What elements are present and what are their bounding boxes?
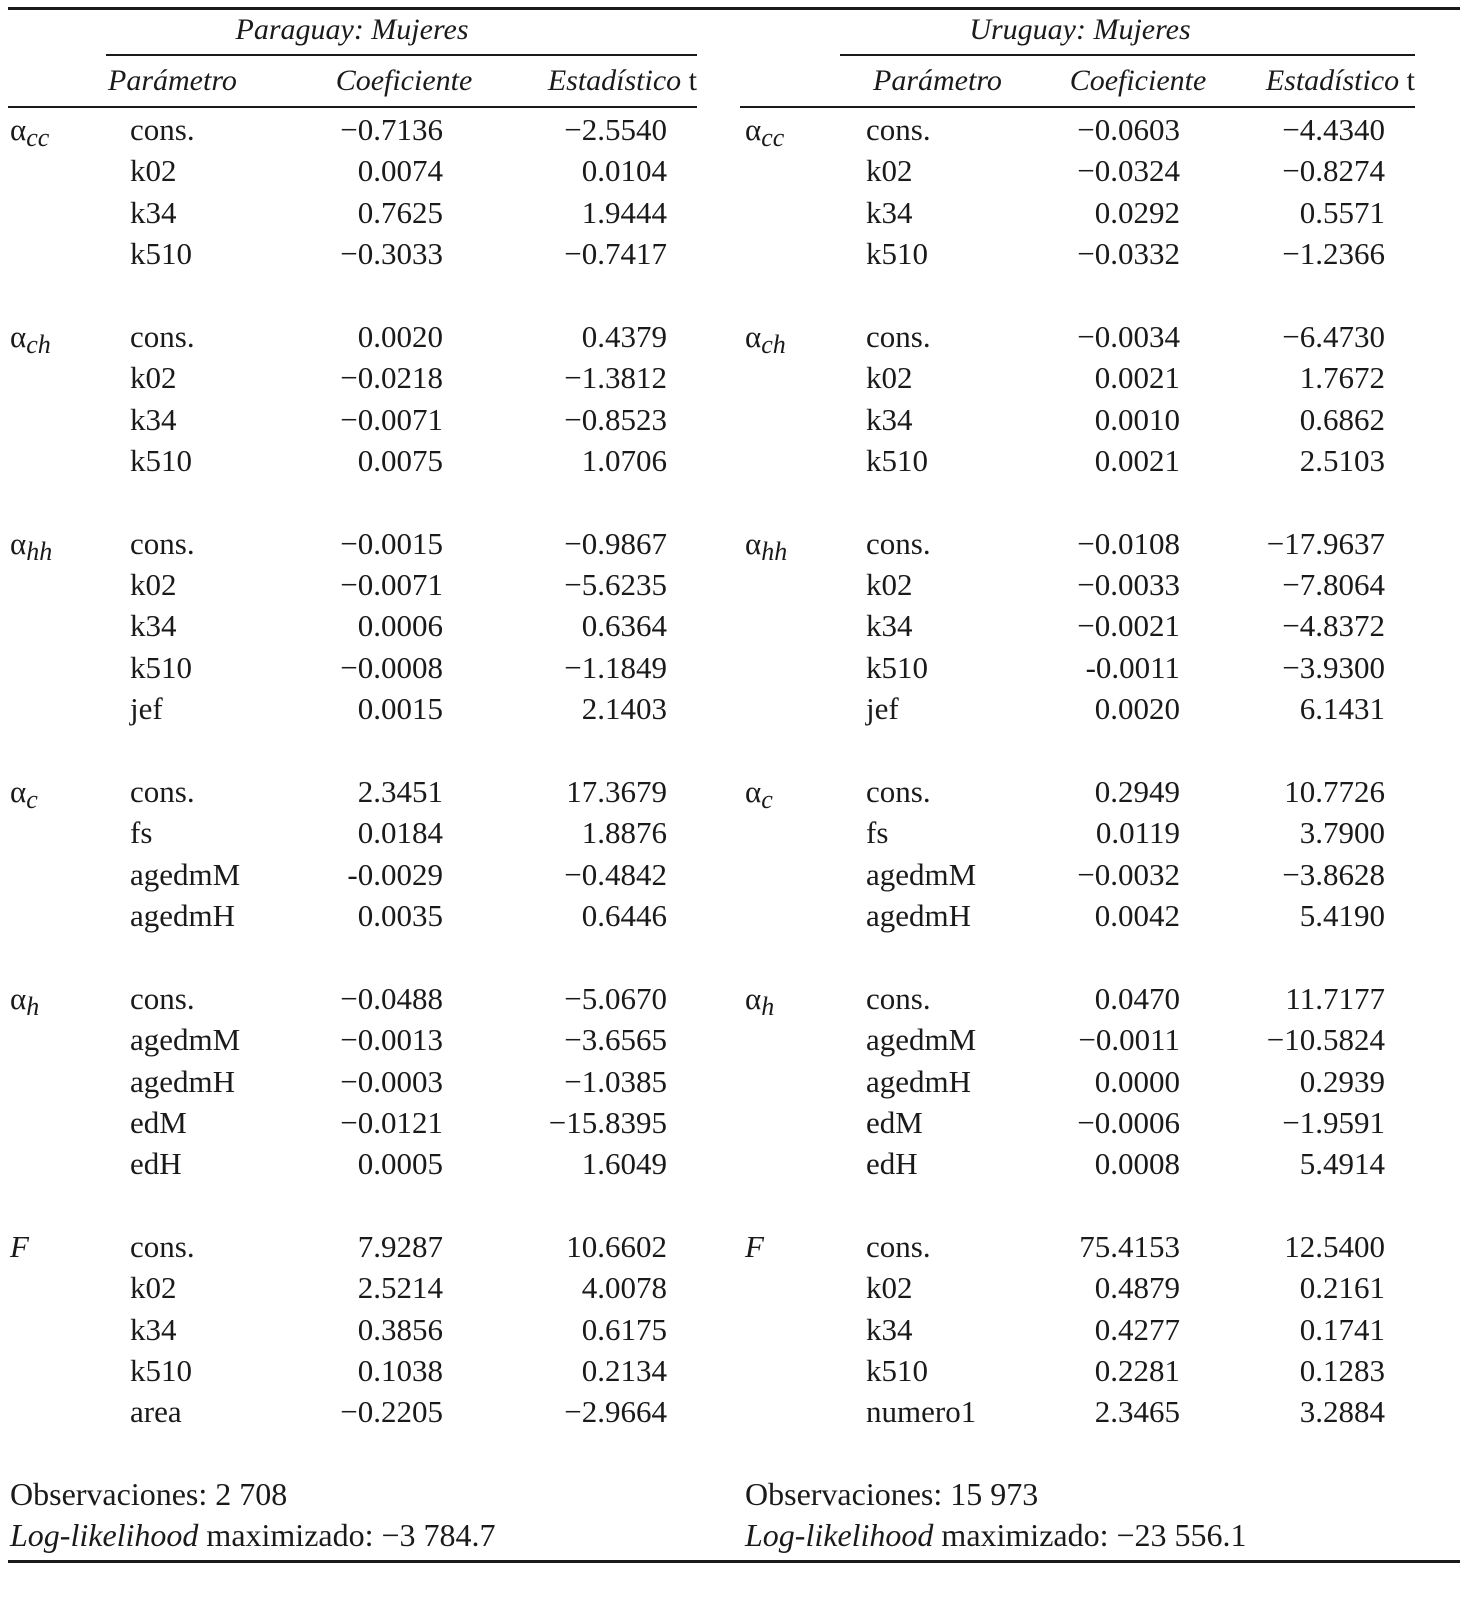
observations: Observaciones: 2 708 — [10, 1476, 288, 1512]
alpha-subscript: hh — [761, 536, 788, 566]
coefficient-value: 0.0119 — [1095, 815, 1180, 851]
t-statistic-value: 3.7900 — [1299, 815, 1385, 851]
t-statistic-value: 1.7672 — [1299, 360, 1385, 396]
t-statistic-value: −1.0385 — [564, 1063, 667, 1099]
alpha-glyph: α — [10, 980, 27, 1016]
coefficient-value: 0.0074 — [357, 153, 443, 189]
coefficient-value: 0.0292 — [1094, 194, 1180, 230]
coefficient-value: 0.0006 — [357, 608, 443, 644]
alpha-symbol — [10, 524, 52, 564]
coefficient-value: 0.0021 — [1094, 442, 1180, 478]
t-statistic-value: −10.5824 — [1266, 1022, 1385, 1058]
coefficient-value: 0.0020 — [357, 318, 443, 354]
coefficient-value: −0.0011 — [1078, 1022, 1180, 1058]
coefficient-value: −0.0034 — [1077, 318, 1180, 354]
alpha-glyph: α — [745, 525, 762, 561]
coefficient-value: 0.4277 — [1094, 1311, 1180, 1347]
param-name: cons. — [866, 112, 931, 147]
alpha-subscript: c — [26, 785, 38, 814]
alpha-symbol — [745, 110, 784, 150]
t-statistic-value: −0.8523 — [564, 401, 667, 437]
param-name: fs — [866, 815, 889, 851]
header-estadistico-label: Estadístico — [547, 64, 682, 97]
coefficient-value: 0.4879 — [1094, 1270, 1180, 1306]
t-statistic-value: 0.1741 — [1299, 1311, 1385, 1347]
coefficient-value: −0.7136 — [340, 112, 443, 147]
param-name: edH — [130, 1146, 182, 1182]
coefficient-value: −0.0071 — [340, 401, 443, 437]
param-name: k510 — [866, 649, 928, 685]
t-statistic-value: 2.5103 — [1299, 442, 1385, 478]
t-statistic-value: −4.8372 — [1282, 608, 1385, 644]
coefficient-value: −0.0013 — [340, 1022, 443, 1058]
param-name: agedmM — [130, 856, 241, 892]
coefficient-value: 0.0008 — [1094, 1146, 1180, 1182]
t-statistic-value: 0.2939 — [1299, 1063, 1385, 1099]
coefficient-value: −0.2205 — [340, 1394, 443, 1430]
panel-title: Uruguay: Mujeres — [969, 13, 1191, 46]
coefficient-value: 0.0021 — [1094, 360, 1180, 396]
t-statistic-value: −6.4730 — [1282, 318, 1385, 354]
param-name: k510 — [130, 1353, 192, 1388]
t-statistic-value: −15.8395 — [548, 1104, 667, 1140]
alpha-subscript: hh — [26, 536, 53, 566]
coefficient-value: -0.0029 — [347, 856, 443, 892]
param-name: k34 — [866, 401, 913, 437]
coefficient-value: −0.0015 — [340, 525, 443, 561]
alpha-glyph: α — [10, 525, 27, 561]
coefficient-value: 0.2281 — [1094, 1353, 1180, 1388]
param-name: k510 — [866, 1353, 928, 1388]
header-parametro: Parámetro — [873, 64, 1002, 97]
t-statistic-value: 5.4914 — [1299, 1146, 1385, 1182]
log-likelihood-value: maximizado: −3 784.7 — [198, 1517, 496, 1553]
coefficient-value: 0.0470 — [1094, 980, 1180, 1016]
panel-title: Paraguay: Mujeres — [235, 13, 469, 46]
param-name: edM — [866, 1104, 923, 1140]
t-statistic-value: 1.9444 — [581, 194, 667, 230]
coefficient-value: −0.0108 — [1077, 525, 1180, 561]
param-name: jef — [866, 691, 899, 726]
alpha-symbol — [10, 772, 38, 812]
t-statistic-value: 0.2161 — [1299, 1270, 1385, 1306]
param-name: agedmH — [130, 897, 236, 933]
param-name: k34 — [866, 1311, 913, 1347]
f-symbol: F — [745, 1229, 764, 1265]
coefficient-value: −0.0332 — [1077, 235, 1180, 271]
coefficient-value: 2.3451 — [357, 774, 443, 809]
observations: Observaciones: 15 973 — [745, 1476, 1039, 1512]
alpha-symbol — [10, 110, 49, 150]
t-statistic-value: 0.2134 — [581, 1353, 667, 1388]
header-estadistico-suffix: t — [681, 64, 697, 97]
t-statistic-value: 0.6862 — [1299, 401, 1385, 437]
panel-title-underline — [840, 54, 1415, 56]
t-statistic-value: 2.1403 — [581, 691, 667, 726]
log-likelihood-label: Log-likelihood — [745, 1517, 934, 1553]
coefficient-value: 0.0010 — [1094, 401, 1180, 437]
coefficient-value: −0.0008 — [340, 649, 443, 685]
log-likelihood — [10, 1515, 496, 1555]
t-statistic-value: 17.3679 — [566, 774, 667, 809]
param-name: numero1 — [866, 1394, 977, 1430]
bottom-rule — [8, 1560, 1460, 1563]
t-statistic-value: 1.0706 — [581, 442, 667, 478]
coefficient-value: −0.0488 — [340, 980, 443, 1016]
t-statistic-value: 11.7177 — [1285, 980, 1385, 1016]
alpha-glyph: α — [10, 318, 27, 354]
t-statistic-value: 0.5571 — [1299, 194, 1385, 230]
param-name: cons. — [866, 980, 931, 1016]
t-statistic-value: −3.9300 — [1282, 649, 1385, 685]
t-statistic-value: 5.4190 — [1299, 897, 1385, 933]
t-statistic-value: −3.8628 — [1282, 856, 1385, 892]
coefficient-value: 0.0042 — [1094, 897, 1180, 933]
t-statistic-value: −0.9867 — [564, 525, 667, 561]
header-estadistico-suffix: t — [1399, 64, 1415, 97]
alpha-glyph: α — [745, 112, 762, 147]
alpha-subscript: ch — [26, 329, 51, 359]
t-statistic-value: 1.6049 — [581, 1146, 667, 1182]
param-name: edM — [130, 1104, 187, 1140]
t-statistic-value: 0.6175 — [581, 1311, 667, 1347]
param-name: agedmM — [130, 1022, 241, 1058]
coefficient-value: 75.4153 — [1079, 1229, 1180, 1265]
coefficient-value: 0.0020 — [1094, 691, 1180, 726]
alpha-subscript: c — [761, 785, 773, 814]
t-statistic-value: 3.2884 — [1299, 1394, 1385, 1430]
header-coeficiente: Coeficiente — [335, 64, 473, 97]
panel-title-underline — [106, 54, 697, 56]
alpha-subscript: cc — [26, 123, 50, 152]
param-name: cons. — [130, 318, 195, 354]
coefficient-value: −0.0324 — [1077, 153, 1180, 189]
coefficient-value: 7.9287 — [357, 1229, 443, 1265]
param-name: k34 — [866, 194, 913, 230]
alpha-symbol — [745, 524, 787, 564]
param-name: agedmM — [866, 1022, 977, 1058]
t-statistic-value: −0.4842 — [564, 856, 667, 892]
param-name: cons. — [130, 774, 195, 809]
log-likelihood-label: Log-likelihood — [10, 1517, 199, 1553]
coefficient-value: 0.0005 — [357, 1146, 443, 1182]
param-name: k510 — [130, 649, 192, 685]
alpha-subscript: ch — [761, 329, 786, 359]
alpha-subscript: h — [26, 991, 40, 1021]
alpha-subscript: cc — [761, 123, 785, 152]
t-statistic-value: −2.5540 — [564, 112, 667, 147]
coefficient-value: −0.0121 — [340, 1104, 443, 1140]
t-statistic-value: −1.3812 — [564, 360, 667, 396]
header-estadistico-label: Estadístico — [1265, 64, 1400, 97]
param-name: k510 — [866, 442, 928, 478]
t-statistic-value: −5.6235 — [564, 567, 667, 603]
coefficient-value: 0.0075 — [357, 442, 443, 478]
coefficient-value: −0.3033 — [340, 235, 443, 271]
f-symbol: F — [10, 1229, 29, 1265]
t-statistic-value: 0.4379 — [581, 318, 667, 354]
param-name: cons. — [130, 980, 195, 1016]
alpha-glyph: α — [745, 318, 762, 354]
t-statistic-value: −1.9591 — [1282, 1104, 1385, 1140]
alpha-symbol — [745, 317, 786, 357]
alpha-symbol — [745, 979, 774, 1019]
t-statistic-value: 0.0104 — [581, 153, 667, 189]
param-name: k34 — [130, 608, 177, 644]
param-name: k34 — [130, 194, 177, 230]
t-statistic-value: −0.7417 — [564, 235, 667, 271]
t-statistic-value: −0.8274 — [1282, 153, 1385, 189]
alpha-glyph: α — [10, 774, 27, 809]
coefficient-value: −0.0003 — [340, 1063, 443, 1099]
param-name: k510 — [866, 235, 928, 271]
param-name: cons. — [866, 525, 931, 561]
param-name: k34 — [130, 401, 177, 437]
param-name: k02 — [866, 1270, 913, 1306]
param-name: k02 — [130, 153, 177, 189]
alpha-glyph: α — [10, 112, 27, 147]
t-statistic-value: 4.0078 — [581, 1270, 667, 1306]
alpha-glyph: α — [745, 980, 762, 1016]
alpha-glyph: α — [745, 774, 762, 809]
header-coeficiente: Coeficiente — [1069, 64, 1207, 97]
param-name: k34 — [866, 608, 913, 644]
param-name: cons. — [130, 1229, 195, 1265]
param-name: fs — [130, 815, 153, 851]
t-statistic-value: −1.1849 — [564, 649, 667, 685]
coefficient-value: 0.0184 — [357, 815, 443, 851]
header-rule — [740, 106, 1415, 108]
t-statistic-value: 6.1431 — [1299, 691, 1385, 726]
param-name: k02 — [130, 567, 177, 603]
t-statistic-value: −17.9637 — [1266, 525, 1385, 561]
param-name: agedmH — [866, 897, 972, 933]
param-name: k02 — [130, 1270, 177, 1306]
t-statistic-value: −1.2366 — [1282, 235, 1385, 271]
header-parametro: Parámetro — [108, 64, 237, 97]
coefficient-value: 0.1038 — [357, 1353, 443, 1388]
coefficient-value: 2.5214 — [357, 1270, 443, 1306]
param-name: cons. — [866, 1229, 931, 1265]
t-statistic-value: 1.8876 — [581, 815, 667, 851]
param-name: agedmH — [130, 1063, 236, 1099]
coefficient-value: −0.0071 — [340, 567, 443, 603]
coefficient-value: 0.3856 — [357, 1311, 443, 1347]
param-name: edH — [866, 1146, 918, 1182]
param-name: k02 — [130, 360, 177, 396]
log-likelihood — [745, 1515, 1247, 1555]
param-name: k510 — [130, 235, 192, 271]
param-name: area — [130, 1394, 182, 1430]
param-name: agedmH — [866, 1063, 972, 1099]
coefficient-value: −0.0021 — [1077, 608, 1180, 644]
coefficient-value: −0.0033 — [1077, 567, 1180, 603]
param-name: k510 — [130, 442, 192, 478]
param-name: k34 — [130, 1311, 177, 1347]
coefficient-value: −0.0603 — [1077, 112, 1180, 147]
header-estadistico — [1115, 61, 1415, 101]
param-name: agedmM — [866, 856, 977, 892]
alpha-symbol — [10, 317, 51, 357]
param-name: k02 — [866, 153, 913, 189]
coefficient-value: 2.3465 — [1094, 1394, 1180, 1430]
header-estadistico — [397, 61, 697, 101]
coefficient-value: −0.0218 — [340, 360, 443, 396]
t-statistic-value: 10.6602 — [566, 1229, 667, 1265]
param-name: cons. — [130, 525, 195, 561]
t-statistic-value: 0.1283 — [1299, 1353, 1385, 1388]
coefficient-value: 0.7625 — [357, 194, 443, 230]
t-statistic-value: −5.0670 — [564, 980, 667, 1016]
t-statistic-value: −2.9664 — [564, 1394, 667, 1430]
t-statistic-value: 0.6446 — [581, 897, 667, 933]
t-statistic-value: −4.4340 — [1282, 112, 1385, 147]
t-statistic-value: −7.8064 — [1282, 567, 1385, 603]
param-name: k02 — [866, 567, 913, 603]
coefficient-value: 0.0000 — [1094, 1063, 1180, 1099]
t-statistic-value: 0.6364 — [581, 608, 667, 644]
param-name: cons. — [130, 112, 195, 147]
coefficient-value: 0.0035 — [357, 897, 443, 933]
alpha-symbol — [10, 979, 39, 1019]
coefficient-value: -0.0011 — [1085, 649, 1180, 685]
header-rule — [8, 106, 697, 108]
coefficient-value: 0.0015 — [357, 691, 443, 726]
t-statistic-value: 12.5400 — [1284, 1229, 1385, 1265]
param-name: cons. — [866, 774, 931, 809]
param-name: cons. — [866, 318, 931, 354]
coefficient-value: −0.0006 — [1077, 1104, 1180, 1140]
param-name: k02 — [866, 360, 913, 396]
param-name: jef — [130, 691, 163, 726]
coefficient-value: 0.2949 — [1094, 774, 1180, 809]
t-statistic-value: 10.7726 — [1284, 774, 1385, 809]
alpha-subscript: h — [761, 991, 775, 1021]
t-statistic-value: −3.6565 — [564, 1022, 667, 1058]
alpha-symbol — [745, 772, 773, 812]
coefficient-value: −0.0032 — [1077, 856, 1180, 892]
log-likelihood-value: maximizado: −23 556.1 — [933, 1517, 1247, 1553]
